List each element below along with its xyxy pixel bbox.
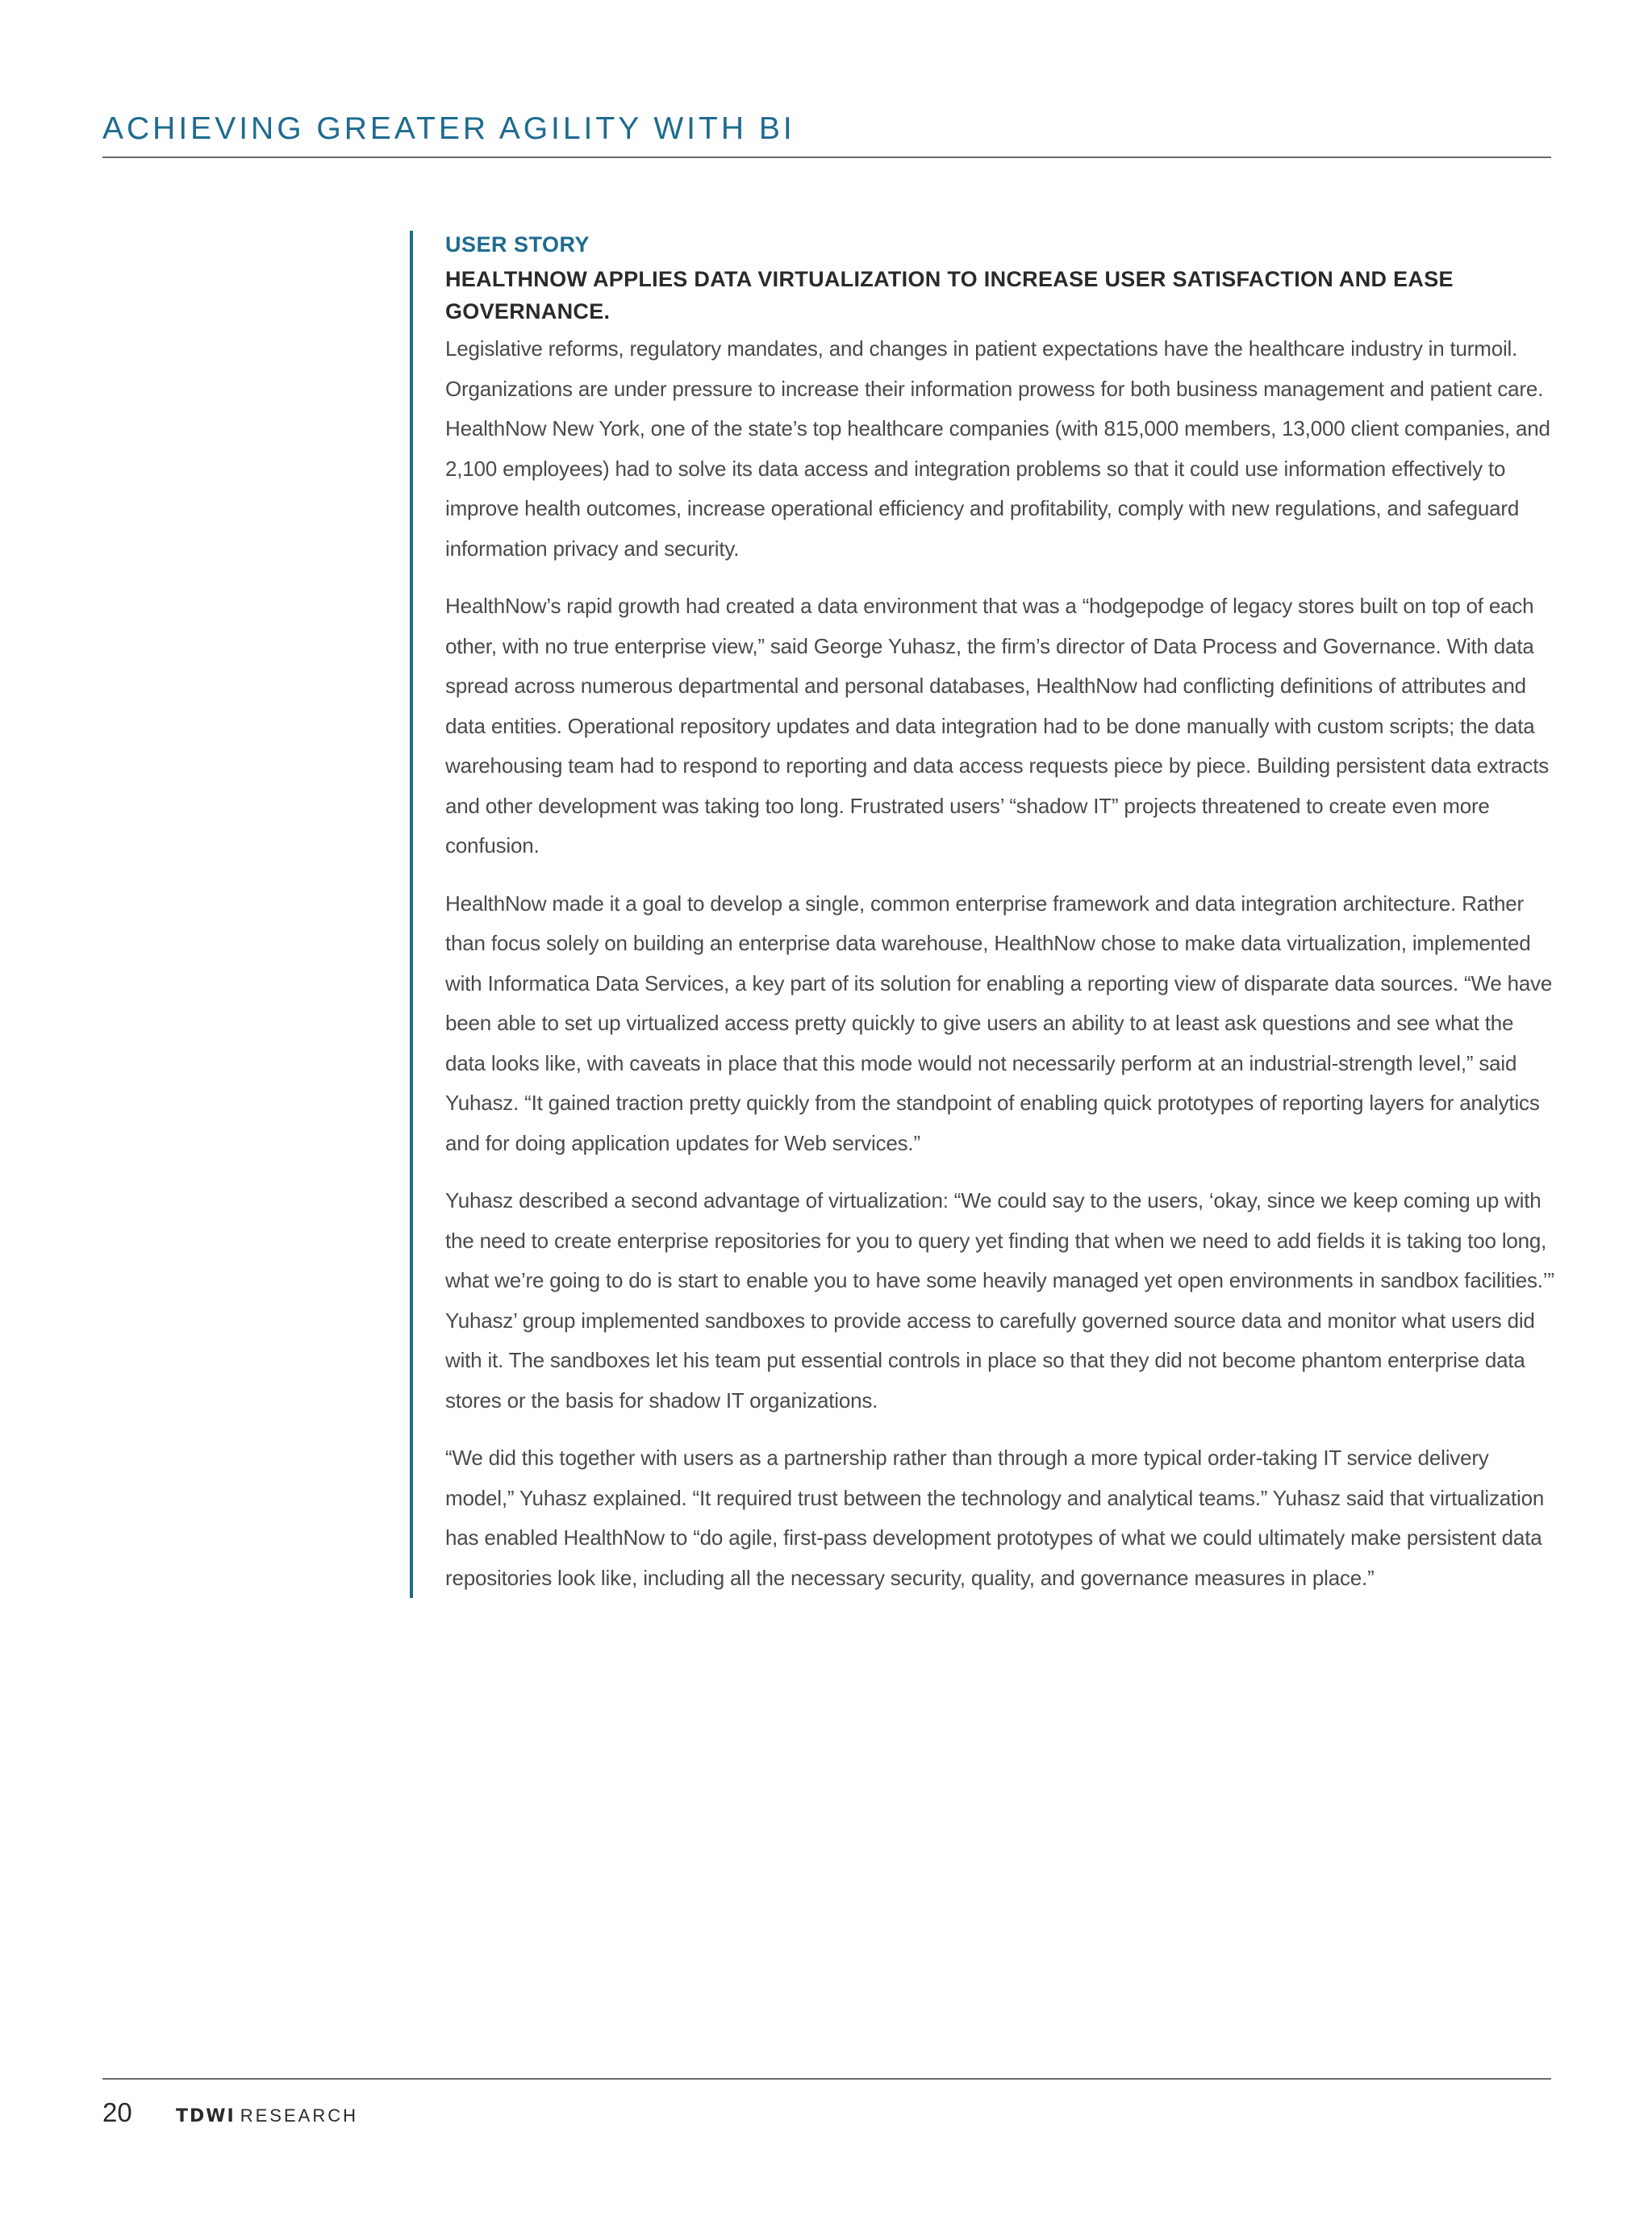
story-paragraph: HealthNow made it a goal to develop a single, common enterprise framework and data integration architecture. Rather than focus solely on building an enterprise data warehouse, HealthNow chose to make data virtualization, implemented with Informatica Data Services, a key part of its solution for enabling a reporting view of disparate data sources. “We have been able to set up virtualized access pretty quickly to give users an ability to at least ask questions and see what the data looks like, with caveats in place that this mode would not necessarily perform at an industrial-strength level,” said Yuhasz. “It gained traction pretty quickly from the standpoint of enabling quick prototypes of reporting layers for analytics and for doing application updates for Web services.” <box>445 891 1553 1155</box>
user-story-sidebar <box>410 231 1555 1598</box>
publisher-logo <box>176 2105 358 2126</box>
story-kicker: USER STORY <box>445 232 590 257</box>
publisher-logo-text: RESEARCH <box>240 2105 358 2126</box>
page-number: 20 <box>102 2097 132 2127</box>
header-divider <box>102 156 1551 158</box>
story-headline: HEALTHNOW APPLIES DATA VIRTUALIZATION TO INCREASE USER SATISFACTION AND EASE GOVERNANCE. <box>445 267 1454 323</box>
story-paragraph: Legislative reforms, regulatory mandates, and changes in patient expectations have the healthcare industry in turmoil. Organizations are under pressure to increase their information prowess for both business management and patient care. HealthNow New York, one of the state’s top healthcare companies (with 815,000 members, 13,000 client companies, and 2,100 employees) had to solve its data access and integration problems so that it could use information effectively to improve health outcomes, increase operational efficiency and profitability, comply with new regulations, and safeguard information privacy and security. <box>445 336 1550 561</box>
story-paragraph: “We did this together with users as a partnership rather than through a more typical order-taking IT service delivery model,” Yuhasz explained. “It required trust between the technology and analytical teams.” Yuhasz said that virtualization has enabled HealthNow to “do agile, first-pass development prototypes of what we could ultimately make persistent data repositories look like, including all the necessary security, quality, and governance measures in place.” <box>445 1446 1545 1590</box>
story-paragraph: HealthNow’s rapid growth had created a data environment that was a “hodgepodge of legacy stores built on top of each other, with no true enterprise view,” said George Yuhasz, the firm’s director of Data Process and Governance. With data spread across numerous departmental and personal databases, HealthNow had conflicting definitions of attributes and data entities. Operational repository updates and data integration had to be done manually with custom scripts; the data warehousing team had to respond to reporting and data access requests piece by piece. Building persistent data extracts and other development was taking too long. Frustrated users’ “shadow IT” projects threatened to create even more confusion. <box>445 594 1550 858</box>
publisher-logo-mark: TDWI <box>176 2106 236 2126</box>
footer-divider <box>102 2078 1551 2080</box>
running-header: ACHIEVING GREATER AGILITY WITH BI <box>102 111 795 146</box>
story-paragraph: Yuhasz described a second advantage of virtualization: “We could say to the users, ‘okay, since we keep coming up with the need to create enterprise repositories for you to query yet finding that when we need to add fields it is taking too long, what we’re going to do is start to enable you to have some heavily managed yet open environments in sandbox facilities.’” Yuhasz’ group implemented sandboxes to provide access to carefully governed source data and monitor what users did with it. The sandboxes let his team put essential controls in place so that they did not become phantom enterprise data stores or the basis for shadow IT organizations. <box>445 1188 1554 1413</box>
